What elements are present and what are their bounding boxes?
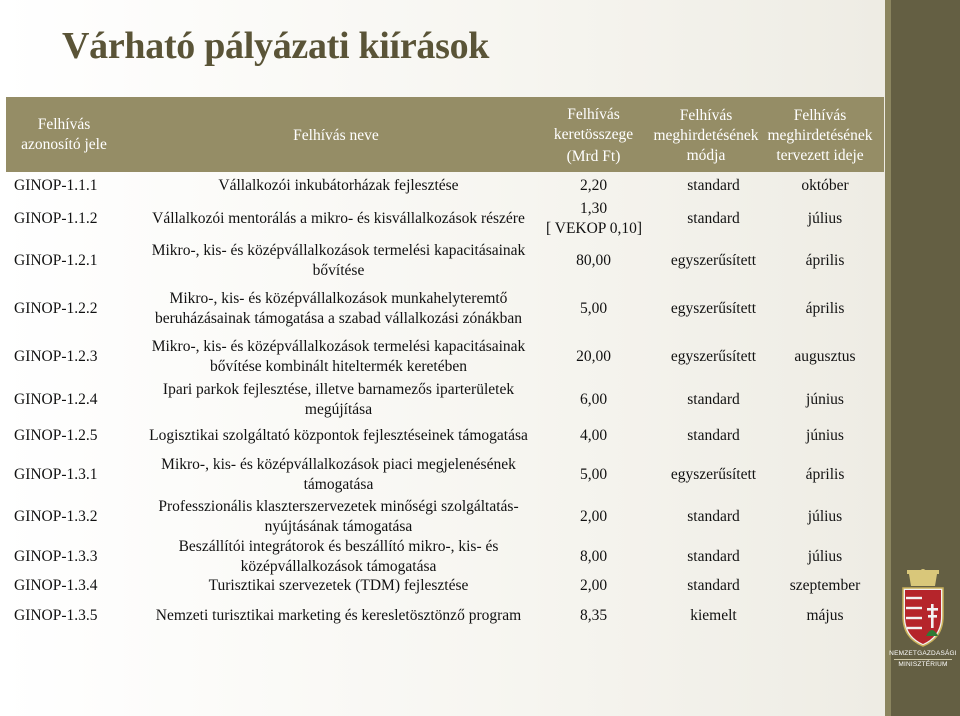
- cell-name: [131, 426, 546, 446]
- cell-name-line: megújítása: [304, 401, 373, 418]
- cell-date: július: [807, 210, 843, 227]
- cell-name-line: Professzionális klaszterszervezetek minőségi szolgáltatás-: [158, 498, 519, 515]
- cell-amount: [546, 507, 641, 527]
- cell-mode: egyszerűsített: [670, 348, 757, 365]
- table-row: [6, 424, 884, 448]
- header-mode-line: módja: [686, 147, 726, 164]
- cell-mode: standard: [687, 391, 740, 408]
- cell-name-line: Ipari parkok fejlesztése, illetve barnamezős iparterületek: [162, 381, 515, 398]
- side-bar-strip: [885, 0, 891, 716]
- cell-id: GINOP-1.2.1: [14, 252, 98, 269]
- cell-mode: standard: [687, 177, 740, 194]
- cell-date: október: [801, 177, 849, 194]
- ministry-line: NEMZETGAZDASÁGI: [889, 650, 957, 657]
- cell-name-line: nyújtásának támogatása: [264, 518, 413, 535]
- table-row: [6, 574, 884, 598]
- cell-name: [131, 537, 546, 577]
- header-date-line: tervezett ideje: [776, 147, 864, 164]
- cell-amount: [546, 606, 641, 626]
- header-mode-line: meghirdetésének: [653, 127, 759, 144]
- cell-name: [131, 337, 546, 377]
- cell-name: [131, 209, 546, 229]
- cell-name: [131, 241, 546, 281]
- cell-name-line: Mikro-, kis- és középvállalkozások termelési kapacitásainak: [151, 338, 526, 355]
- ministry-line: MINISZTÉRIUM: [898, 661, 948, 668]
- cell-date: június: [806, 427, 844, 444]
- table-row: [6, 176, 884, 196]
- header-name: Felhívás neve: [293, 127, 379, 144]
- cell-id: GINOP-1.2.2: [14, 300, 98, 317]
- header-amount: [536, 105, 651, 167]
- cell-name: [131, 176, 546, 196]
- header-amount-line: (Mrd Ft): [566, 148, 621, 165]
- page-title: Várható pályázati kiírások: [62, 25, 490, 67]
- cell-id: GINOP-1.3.2: [14, 508, 98, 525]
- cell-name: [131, 455, 546, 495]
- cell-id: GINOP-1.2.4: [14, 391, 98, 408]
- header-date-line: meghirdetésének: [767, 127, 873, 144]
- cell-name-line: Mikro-, kis- és középvállalkozások piaci megjelenésének: [161, 456, 516, 473]
- cell-name-line: támogatása: [303, 476, 374, 493]
- cell-name: [131, 606, 546, 626]
- cell-amount: [546, 251, 641, 271]
- cell-amount: [546, 199, 641, 239]
- cell-name-line: Mikro-, kis- és középvállalkozások termelési kapacitásainak: [151, 242, 526, 259]
- cell-date: április: [805, 252, 845, 269]
- cell-id: GINOP-1.2.5: [14, 427, 98, 444]
- cell-amount-line: 8,00: [579, 548, 608, 565]
- cell-amount-line: 2,00: [579, 577, 608, 594]
- cell-id: GINOP-1.3.1: [14, 466, 98, 483]
- cell-amount-line: 8,35: [579, 607, 608, 624]
- cell-amount-line: 80,00: [576, 252, 611, 269]
- cell-date: július: [807, 548, 843, 565]
- cell-amount: [546, 576, 641, 596]
- cell-id: GINOP-1.3.5: [14, 607, 98, 624]
- header-mode: [651, 106, 761, 166]
- cell-mode: standard: [687, 577, 740, 594]
- cell-name: [131, 576, 546, 596]
- cell-mode: egyszerűsített: [670, 300, 757, 317]
- table-row: [6, 283, 884, 335]
- cell-name-line: Mikro-, kis- és középvállalkozások munkahelyteremtő: [169, 290, 508, 307]
- cell-name: [131, 380, 546, 420]
- cell-name-line: Logisztikai szolgáltató központok fejlesztéseinek támogatása: [149, 427, 528, 444]
- cell-id: GINOP-1.1.1: [14, 177, 98, 194]
- cell-name: [131, 497, 546, 537]
- cell-amount: [546, 390, 641, 410]
- cell-date: április: [805, 466, 845, 483]
- cell-name-line: Nemzeti turisztikai marketing és keresletösztönző program: [155, 607, 522, 624]
- cell-mode: standard: [687, 548, 740, 565]
- cell-amount-line: 6,00: [579, 391, 608, 408]
- cell-mode: standard: [687, 427, 740, 444]
- cell-name-line: bővítése kombinált hiteltermék keretében: [210, 358, 467, 375]
- cell-date: április: [805, 300, 845, 317]
- cell-id: GINOP-1.3.3: [14, 548, 98, 565]
- hungarian-coat-of-arms-icon: [893, 568, 953, 650]
- header-id-line: azonosító jele: [21, 136, 107, 153]
- cell-date: május: [806, 607, 844, 624]
- cell-amount: [546, 347, 641, 367]
- table-row: [6, 540, 884, 574]
- cell-name-line: bővítése: [312, 262, 365, 279]
- cell-amount-line: 4,00: [579, 427, 608, 444]
- cell-amount-line: 2,20: [579, 177, 608, 194]
- cell-date: július: [807, 508, 843, 525]
- cell-amount: [546, 176, 641, 196]
- cell-mode: standard: [687, 508, 740, 525]
- cell-name: [131, 289, 546, 329]
- header-id: [14, 115, 114, 155]
- cell-name-line: Beszállítói integrátorok és beszállító mikro-, kis- és: [178, 538, 499, 555]
- cell-name-line: Vállalkozói mentorálás a mikro- és kisvállalkozások részére: [152, 210, 525, 227]
- cell-name-line: Vállalkozói inkubátorházak fejlesztése: [218, 177, 459, 194]
- cell-name-line: beruházásainak támogatása a szabad vállalkozási zónákban: [154, 310, 523, 327]
- cell-amount-line: 20,00: [576, 348, 611, 365]
- cell-mode: egyszerűsített: [670, 252, 757, 269]
- cell-amount: [546, 426, 641, 446]
- cell-amount-line: 2,00: [579, 508, 608, 525]
- cell-mode: standard: [687, 210, 740, 227]
- table-row: [6, 497, 884, 537]
- cell-id: GINOP-1.3.4: [14, 577, 98, 594]
- table-row: [6, 241, 884, 281]
- cell-amount: [546, 299, 641, 319]
- header-amount-line: Felhívás: [567, 106, 620, 123]
- table-row: [6, 337, 884, 377]
- header-amount-line: keretösszege: [553, 126, 634, 143]
- cell-amount-line: 1,30: [579, 200, 608, 217]
- table-row: [6, 379, 884, 421]
- table-row: [6, 604, 884, 628]
- header-id-line: Felhívás: [37, 116, 91, 133]
- table-row: [6, 455, 884, 495]
- cell-date: augusztus: [794, 348, 856, 365]
- table-header: [6, 97, 884, 172]
- cell-amount-line: [ VEKOP 0,10]: [546, 220, 643, 237]
- cell-name-line: Turisztikai szervezetek (TDM) fejlesztése: [208, 577, 469, 594]
- cell-date: június: [806, 391, 844, 408]
- header-mode-line: Felhívás: [679, 107, 733, 124]
- cell-amount: [546, 465, 641, 485]
- cell-mode: kiemelt: [690, 607, 737, 624]
- cell-name-line: középvállalkozások támogatása: [240, 558, 437, 575]
- ministry-label: [886, 650, 960, 669]
- cell-id: GINOP-1.2.3: [14, 348, 98, 365]
- header-date: [758, 106, 882, 166]
- table-row: [6, 198, 884, 240]
- cell-amount-line: 5,00: [579, 300, 608, 317]
- cell-mode: egyszerűsített: [670, 466, 757, 483]
- header-date-line: Felhívás: [793, 107, 847, 124]
- cell-amount-line: 5,00: [579, 466, 608, 483]
- cell-amount: [546, 547, 641, 567]
- cell-id: GINOP-1.1.2: [14, 210, 98, 227]
- cell-date: szeptember: [789, 577, 861, 594]
